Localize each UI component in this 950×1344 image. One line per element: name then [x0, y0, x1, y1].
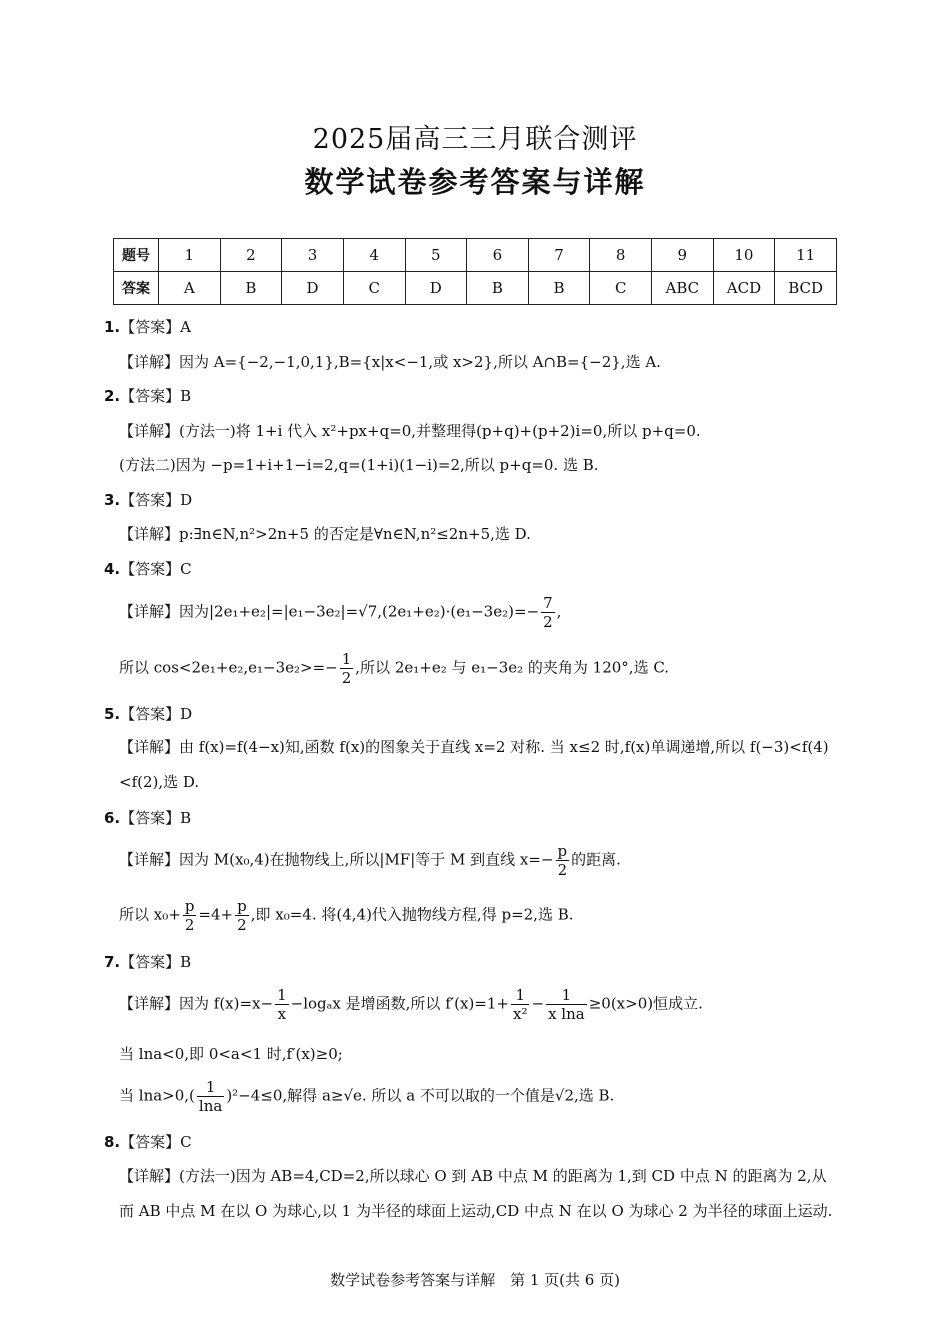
document-subtitle: 数学试卷参考答案与详解 [304, 165, 646, 199]
question-2-method-1: 【详解】(方法一)将 1+i 代入 x²+px+q=0,并整理得(p+q)+(p+2)i=0,所以 p+q=0. [119, 422, 701, 440]
question-4-explanation-line-2: 所以 cos<2e₁+e₂,e₁−3e₂>=− $\frac{1}{2}$ ,所以 2e₁+e₂ 与 e₁−3e₂ 的夹角为 120°,选 C. [119, 650, 670, 687]
answer-cell: A [159, 272, 221, 305]
question-6-answer: 6.【答案】B [104, 809, 192, 827]
question-1-explanation: 【详解】因为 A={−2,−1,0,1},B={x|x<−1,或 x>2},所以 A∩B={−2},选 A. [119, 353, 661, 371]
question-number: 5 [405, 239, 467, 272]
question-number: 6 [467, 239, 529, 272]
answer-cell: B [528, 272, 590, 305]
question-3-explanation: 【详解】p:∃n∈N,n²>2n+5 的否定是∀n∈N,n²≤2n+5,选 D. [119, 525, 531, 543]
question-7-answer: 7.【答案】B [104, 953, 192, 971]
question-number: 4 [343, 239, 405, 272]
question-3-answer: 3.【答案】D [104, 491, 193, 509]
question-8-answer: 8.【答案】C [104, 1133, 192, 1151]
question-number: 3 [282, 239, 344, 272]
question-number: 2 [220, 239, 282, 272]
question-6-explanation-line-2: 所以 x₀+ $\frac{p}{2}$ =4+ $\frac{p}{2}$ ,即 x₀=4. 将(4,4)代入抛物线方程,得 p=2,选 B. [119, 897, 574, 934]
answer-cell: D [282, 272, 344, 305]
question-4-explanation-line-1: 【详解】因为|2e₁+e₂|=|e₁−3e₂|=√7,(2e₁+e₂)·(e₁−3e₂)=− $\frac{7}{2}$ , [119, 594, 562, 631]
answer-cell: B [220, 272, 282, 305]
exam-title: 2025届高三三月联合测评 [312, 124, 638, 155]
question-8-explanation: 【详解】(方法一)因为 AB=4,CD=2,所以球心 O 到 AB 中点 M 的距离为 1,到 CD 中点 N 的距离为 2,从而 AB 中点 M 在以 O 为球心,以 1 为半径的球面上运动,CD 中点 N 在以 O 为球心 2 为半径的球面上运动. [119, 1167, 833, 1220]
answer-cell: D [405, 272, 467, 305]
question-5-explanation: 【详解】由 f(x)=f(4−x)知,函数 f(x)的图象关于直线 x=2 对称. 当 x≤2 时,f(x)单调递增,所以 f(−3)<f(4)<f(2),选 D. [119, 738, 829, 791]
answer-cell: C [590, 272, 652, 305]
question-2-answer: 2.【答案】B [104, 387, 192, 405]
question-2-method-2: (方法二)因为 −p=1+i+1−i=2,q=(1+i)(1−i)=2,所以 p+q=0. 选 B. [119, 456, 599, 474]
question-number: 9 [652, 239, 714, 272]
fraction: $\frac{p}{2}$ [237, 897, 247, 934]
question-5-answer: 5.【答案】D [104, 705, 193, 723]
fraction: $\frac{p}{2}$ [184, 897, 195, 934]
question-number: 7 [528, 239, 590, 272]
question-number: 11 [775, 239, 837, 272]
fraction: $\frac{p}{2}$ [557, 842, 568, 879]
answer-cell: BCD [775, 272, 837, 305]
answer-cell: ACD [713, 272, 775, 305]
question-number: 10 [713, 239, 775, 272]
question-number: 8 [590, 239, 652, 272]
row-label: 题号 [114, 239, 159, 272]
question-number: 1 [159, 239, 221, 272]
question-6-explanation-line-1: 【详解】因为 M(x₀,4)在抛物线上,所以|MF|等于 M 到直线 x=− $\frac{p}{2}$ 的距离. [119, 842, 621, 879]
question-7-explanation-line-2: 当 lna<0,即 0<a<1 时,f′(x)≥0; [119, 1045, 343, 1063]
fraction: $\frac{1}{\text{x lna}}$ [548, 986, 585, 1023]
row-label: 答案 [114, 272, 159, 305]
answer-cell: B [467, 272, 529, 305]
question-1-answer: 1.【答案】A [104, 318, 191, 336]
question-4-answer: 4.【答案】C [104, 560, 192, 578]
fraction: $\frac{1}{2}$ [341, 650, 352, 687]
answer-table [113, 238, 837, 305]
question-7-explanation-line-3: 当 lna>0,( $\frac{1}{\ln a}$ )²−4≤0,解得 a≥√e. 所以 a 不可以取的一个值是√2,选 B. [119, 1078, 615, 1115]
answer-table-answer-row [114, 272, 837, 305]
question-7-explanation-line-1: 【详解】因为 f(x)=x− $\frac{1}{x}$ −logₐx 是增函数,所以 f′(x)=1+ $\frac{1}{\text{x²}}$ − $\frac{1}{\text{x lna}}$ ≥0(x>0)恒成立. [119, 986, 703, 1023]
answer-cell: C [343, 272, 405, 305]
answer-cell: ABC [652, 272, 714, 305]
answer-table-number-row [114, 239, 837, 272]
fraction: $\frac{1}{x}$ [277, 986, 287, 1023]
fraction: $\frac{1}{\ln a}$ [198, 1078, 223, 1115]
fraction: $\frac{7}{2}$ [543, 594, 553, 631]
page-footer: 数学试卷参考答案与详解 第 1 页(共 6 页) [330, 1271, 620, 1289]
fraction: $\frac{1}{\text{x²}}$ [513, 986, 528, 1023]
